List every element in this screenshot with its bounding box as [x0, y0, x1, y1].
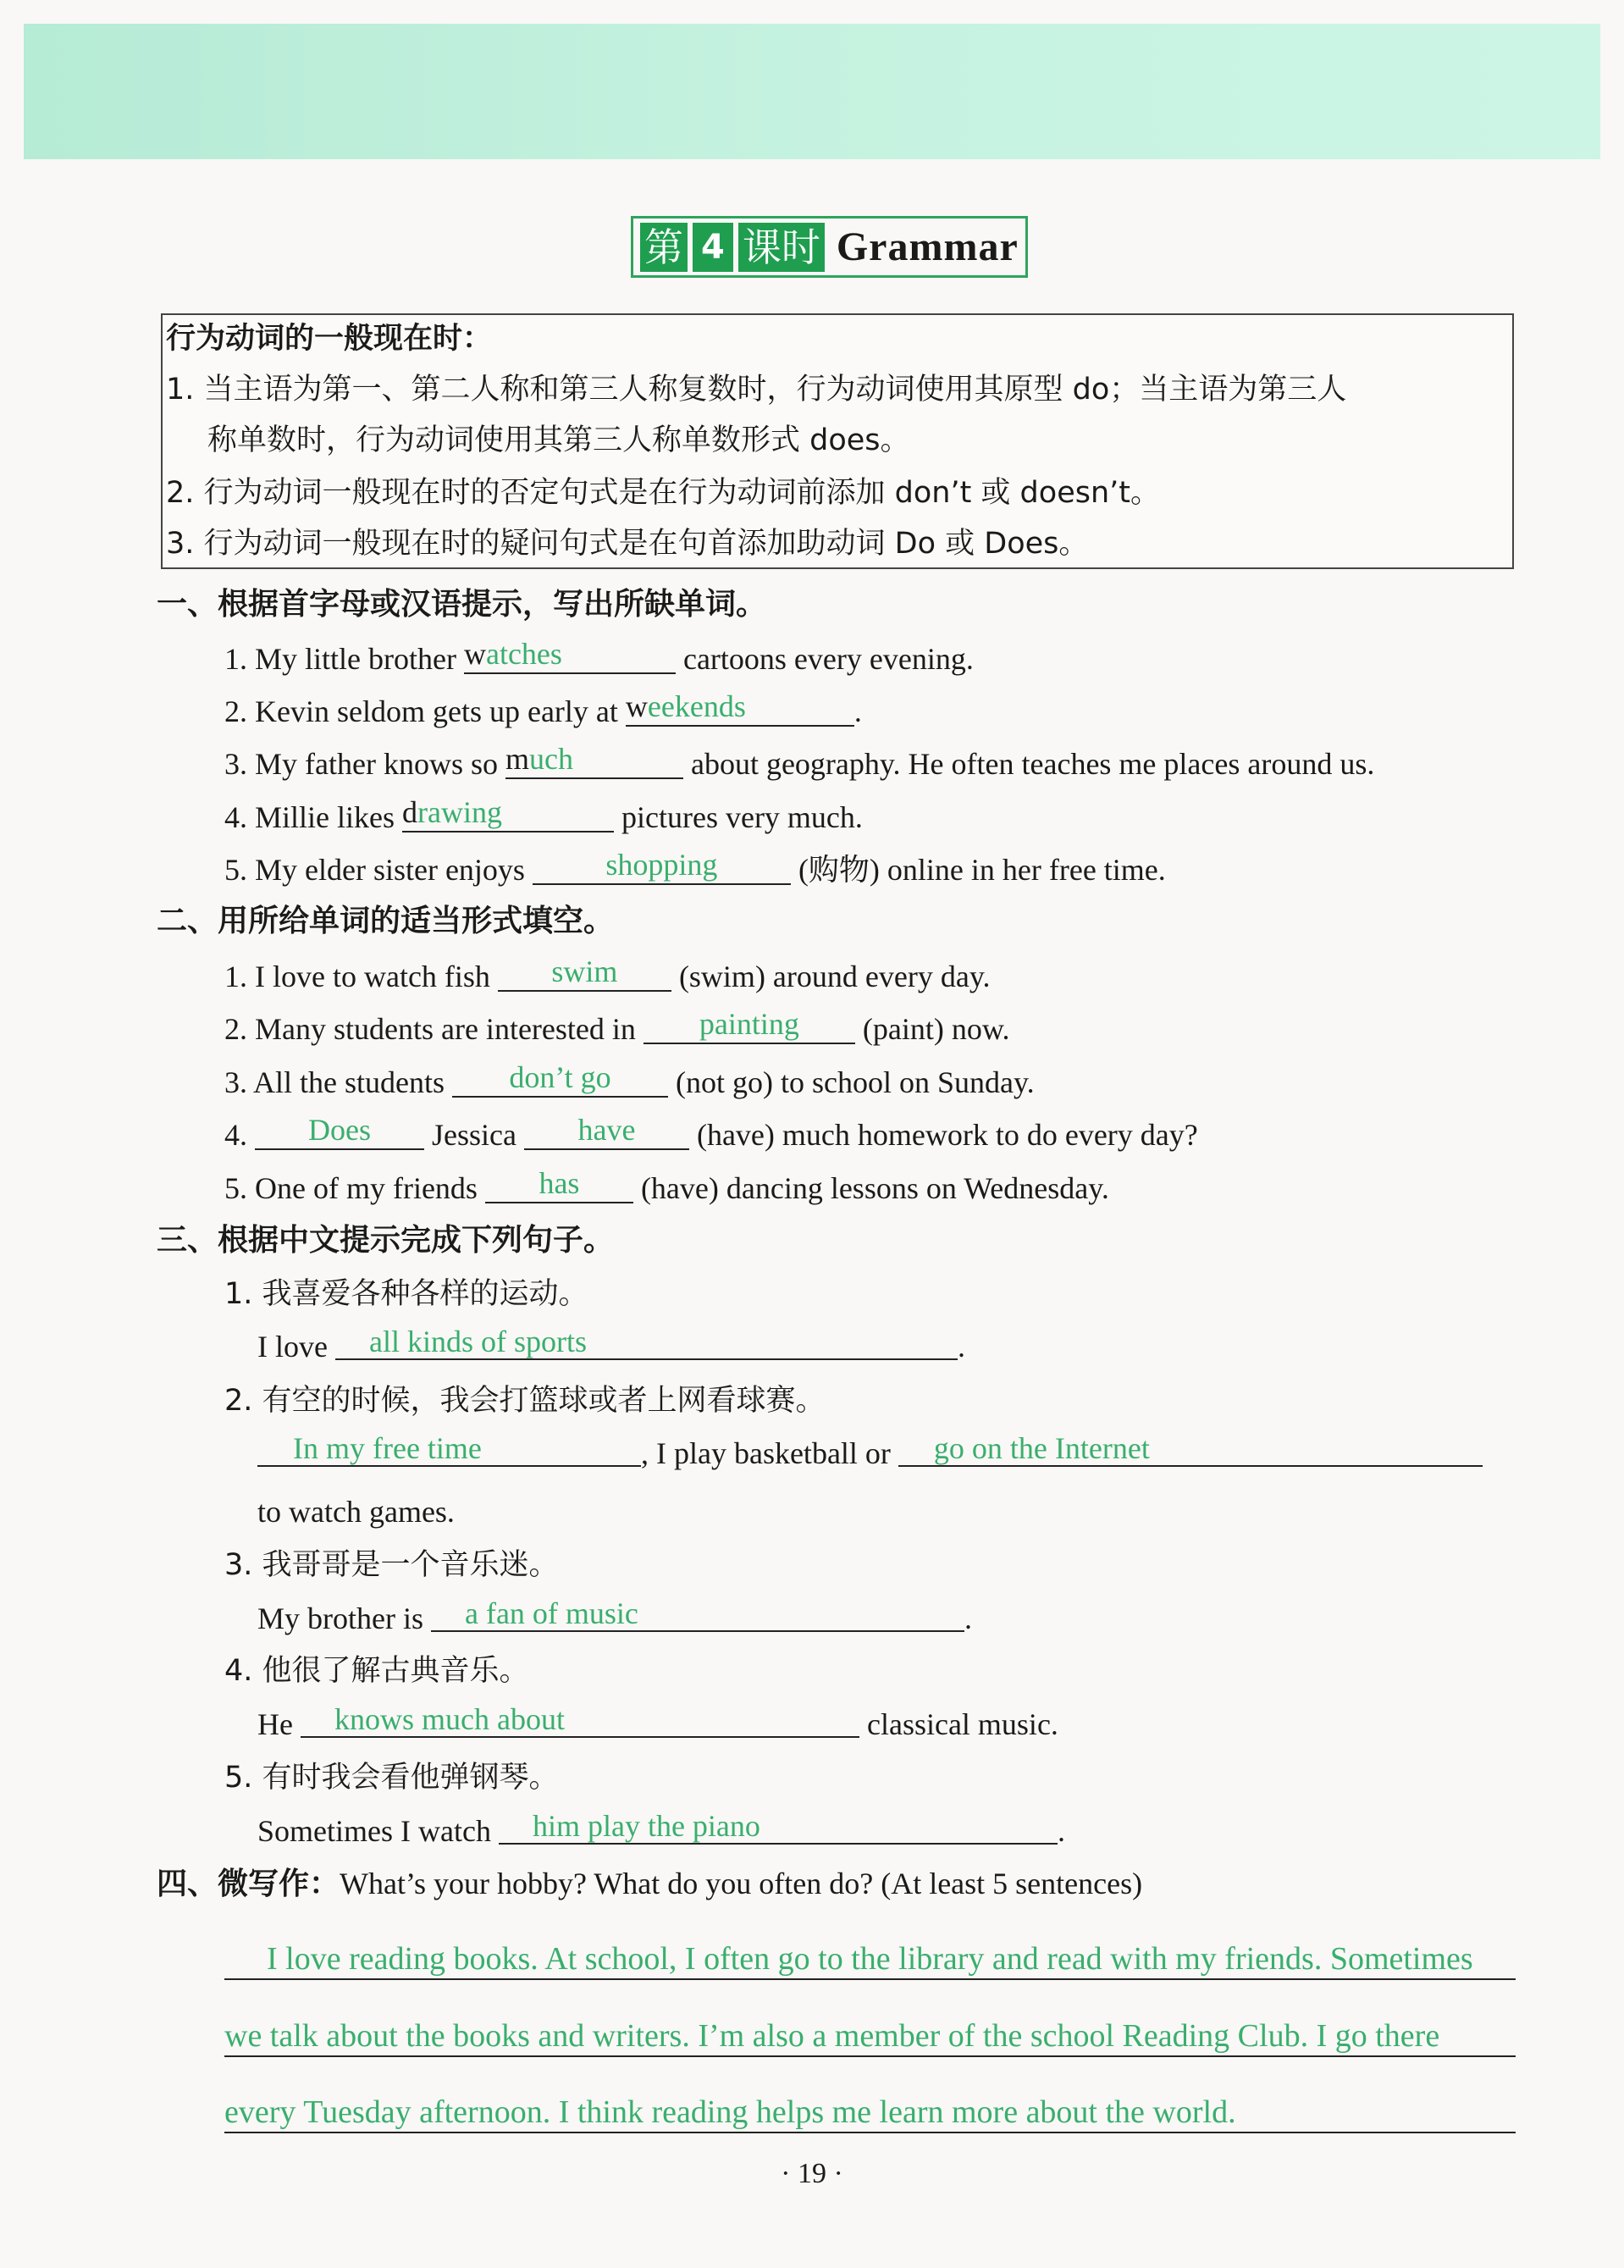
- s1-question-4: 4. Millie likes drawing pictures very much.: [224, 795, 863, 834]
- s1-question-2: 2. Kevin seldom gets up early at weekends .: [224, 689, 862, 728]
- s2-question-2: 2. Many students are interested in painting (paint) now.: [224, 1007, 1010, 1046]
- s3-q5-answer: him play the piano: [499, 1812, 1058, 1845]
- rule-2: 2. 行为动词一般现在时的否定句式是在行为动词前添加 don’t 或 doesn’t。: [166, 476, 1160, 510]
- s2-q1-answer: swim: [498, 958, 671, 992]
- s3-q4-chinese: 4. 他很了解古典音乐。: [224, 1654, 529, 1688]
- s1-question-1: 1. My little brother watches cartoons every evening.: [224, 637, 974, 676]
- s1-q4-answer: drawing: [402, 799, 614, 833]
- title-number: 4: [693, 223, 733, 272]
- s2-q4-answer-2: have: [524, 1116, 689, 1150]
- s1-q1-answer: watches: [464, 640, 676, 674]
- s3-q4-answer: knows much about: [301, 1706, 859, 1738]
- s3-q1-answer: all kinds of sports: [335, 1328, 958, 1360]
- lesson-title: [631, 216, 1028, 278]
- s1-question-5: 5. My elder sister enjoys shopping (购物) online in her free time.: [224, 848, 1166, 887]
- s3-q3-answer: a fan of music: [431, 1600, 964, 1632]
- s2-question-5: 5. One of my friends has (have) dancing lessons on Wednesday.: [224, 1166, 1109, 1205]
- s2-question-3: 3. All the students don’t go (not go) to school on Sunday.: [224, 1060, 1035, 1099]
- s3-q1-chinese: 1. 我喜爱各种各样的运动。: [224, 1277, 588, 1311]
- essay-line-3: every Tuesday afternoon. I think reading helps me learn more about the world.: [224, 2093, 1516, 2133]
- title-di: 第: [640, 223, 688, 272]
- section-4-heading: 四、微写作：What’s your hobby? What do you often do? (At least 5 sentences): [157, 1867, 1143, 1901]
- s2-q3-answer: don’t go: [452, 1064, 668, 1098]
- s3-q3-chinese: 3. 我哥哥是一个音乐迷。: [224, 1548, 559, 1582]
- essay-line-1: I love reading books. At school, I often go to the library and read with my friends. Sometimes: [224, 1939, 1516, 1980]
- s3-question-3: My brother is a fan of music .: [257, 1596, 972, 1635]
- rule-1b: 称单数时，行为动词使用其第三人称单数形式 does。: [207, 423, 910, 457]
- s1-q2-answer: weekends: [626, 693, 854, 727]
- s2-question-1: 1. I love to watch fish swim (swim) around every day.: [224, 954, 991, 993]
- section-1-heading: 一、根据首字母或汉语提示，写出所缺单词。: [157, 587, 767, 622]
- section-3-heading: 三、根据中文提示完成下列句子。: [157, 1223, 615, 1258]
- s1-question-3: 3. My father knows so much about geography. He often teaches me places around us.: [224, 742, 1375, 781]
- s3-question-2: In my free time , I play basketball or go on the Internet: [257, 1435, 1483, 1472]
- s2-question-4: 4. Does Jessica have (have) much homework to do every day?: [224, 1113, 1198, 1152]
- page-number: · 19 ·: [781, 2158, 843, 2189]
- s1-q5-answer: shopping: [533, 851, 791, 885]
- s3-question-5: Sometimes I watch him play the piano .: [257, 1809, 1065, 1848]
- s3-q2-answer-2: go on the Internet: [898, 1435, 1483, 1467]
- title-word: Grammar: [836, 224, 1019, 269]
- header-band: [24, 24, 1600, 159]
- rules-heading: 行为动词的一般现在时：: [166, 322, 493, 356]
- essay-line-2: we talk about the books and writers. I’m also a member of the school Reading Club. I go there: [224, 2016, 1516, 2057]
- s3-q2-answer-1: In my free time: [257, 1435, 641, 1467]
- section-2-heading: 二、用所给单词的适当形式填空。: [157, 904, 615, 938]
- rule-1a: 1. 当主语为第一、第二人称和第三人称复数时，行为动词使用其原型 do；当主语为第三人: [166, 373, 1347, 407]
- s2-q5-answer: has: [485, 1170, 633, 1203]
- s2-q4-answer-1: Does: [255, 1116, 424, 1150]
- title-keshi: 课时: [738, 223, 825, 272]
- s3-q5-chinese: 5. 有时我会看他弹钢琴。: [224, 1761, 559, 1795]
- s2-q2-answer: painting: [644, 1010, 855, 1044]
- s3-question-4: He knows much about classical music.: [257, 1702, 1058, 1741]
- s3-q2-chinese: 2. 有空的时候，我会打篮球或者上网看球赛。: [224, 1384, 826, 1418]
- s3-question-1: I love all kinds of sports .: [257, 1325, 965, 1364]
- rule-3: 3. 行为动词一般现在时的疑问句式是在句首添加助动词 Do 或 Does。: [166, 527, 1089, 561]
- s1-q3-answer: much: [505, 745, 683, 779]
- s3-q2-continuation: to watch games.: [257, 1495, 455, 1529]
